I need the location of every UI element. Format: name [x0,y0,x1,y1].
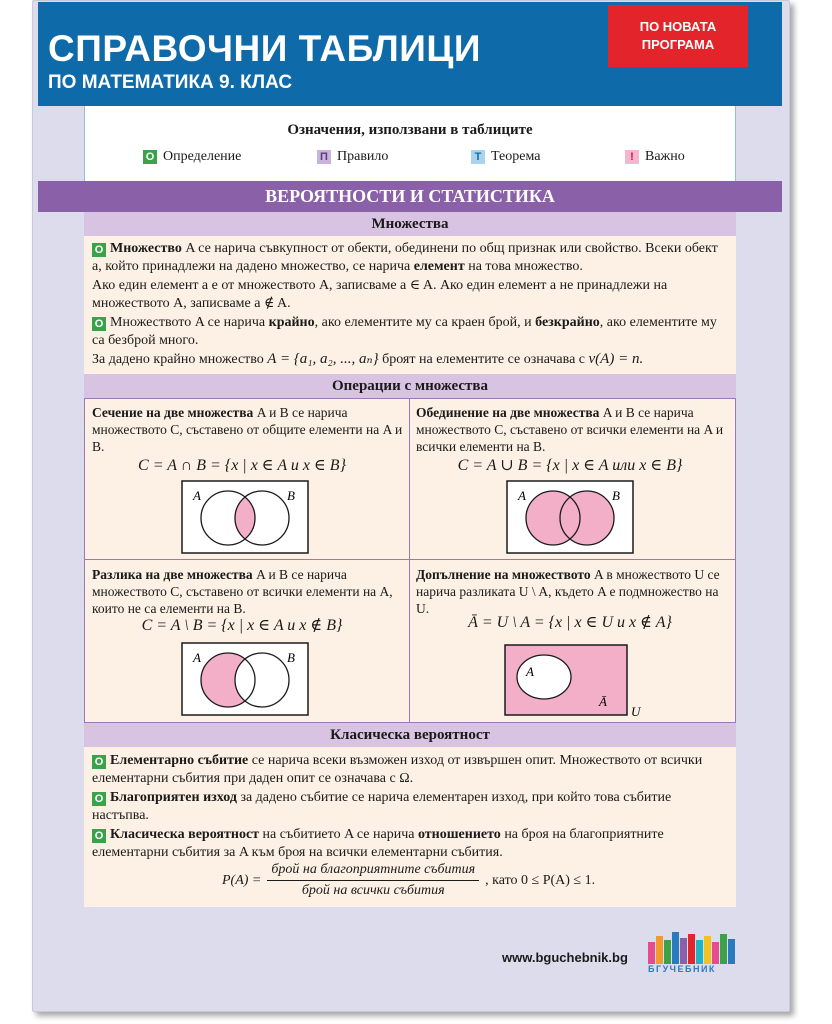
venn-label-u: U [631,704,641,719]
new-program-badge [608,5,748,67]
intersection-venn-diagram [181,480,309,554]
page-title: СПРАВОЧНИ ТАБЛИЦИ [48,28,481,69]
legend-label: Теорема [491,149,541,164]
legend-item-definition [143,149,241,165]
legend-label: Правило [337,149,389,164]
probability-formula [222,862,595,899]
term: елемент [413,259,465,274]
set-formula: A = {a₁, a₂, ..., aₙ} [267,351,379,367]
term: Допълнение на множеството [416,567,591,582]
union-formula: C = A ∪ B = {x | x ∈ A или x ∈ B} [457,457,683,474]
union-venn-diagram [506,480,634,554]
legend-label: Определение [163,149,242,164]
venn-label-a: A [526,664,534,679]
sets-heading: Множества [84,212,736,236]
definition-marker-icon: О [92,755,106,769]
definition-marker-icon: О [143,150,157,164]
formula-denominator: брой на всички събития [301,883,445,898]
grid-divider [84,559,736,560]
term: Благоприятен изход [110,790,237,805]
classical-probability-definition: О Класическа вероятност на събитието A се нарича отношението на броя на благоприятните елементарни събития за A към броя на всички елементарни събития. [92,827,664,860]
difference-venn-diagram [181,642,309,716]
probability-heading: Класическа вероятност [84,723,736,747]
cardinality-formula: ν(A) = n. [588,351,644,367]
venn-label-a: A [193,650,201,665]
difference-formula: C = A \ B = {x | x ∈ A и x ∉ B} [141,617,343,634]
formula-rhs: , като 0 ≤ P(A) ≤ 1. [485,872,596,888]
badge-line-2: ПРОГРАМА [641,37,715,52]
section-title: ВЕРОЯТНОСТИ И СТАТИСТИКА [38,181,782,212]
intersection-definition: Сечение на две множества A и B се нарича множеството C, съставено от общите елементи на A и B. [92,405,403,454]
formula-numerator: брой на благоприятните събития [267,862,479,881]
venn-label-complement: Ā [599,694,607,709]
set-definition: О Множество A се нарича съвкупност от обекти, обединени по общ признак или свойство. Всеки обект a, който принадлежи на дадено множество, се нарича елемент на това множество. [92,241,718,274]
legend-item-rule [317,149,388,165]
definition-marker-icon: О [92,792,106,806]
intersection-formula: C = A ∩ B = {x | x ∈ A и x ∈ B} [138,457,346,474]
definition-marker-icon: О [92,829,106,843]
rule-marker-icon: П [317,150,331,164]
definition-marker-icon: О [92,317,106,331]
legend-panel [84,106,736,182]
formula-fraction [267,862,479,899]
term: отношението [417,827,501,842]
venn-label-a: A [193,488,201,503]
legend-item-important [625,149,685,165]
term: Сечение на две множества [92,405,254,420]
term: Класическа вероятност [110,827,260,842]
difference-definition: Разлика на две множества A и B се нарича множеството C, съставено от всички елементи на A, които не са елементи на B. [92,567,393,616]
complement-definition: Допълнение на множеството A в множеството U се нарича разликата U \ A, където A е подмножество на U. [416,567,720,616]
favorable-outcome-definition: О Благоприятен изход за дадено събитие се нарича елементарен изход, при който това събитие настъпва. [92,790,672,823]
union-definition: Обединение на две множества A и B се нарича множеството C, съставено от всички елементи на A и всички елементи на B. [416,405,724,454]
term: безкрайно [535,315,600,330]
badge-line-1: ПО НОВАТА [639,19,717,34]
cardinality-paragraph: За дадено крайно множество A = {a₁, a₂, ..., aₙ} броят на елементите се означава с ν(A) = n. [92,351,644,367]
complement-formula: Ā = U \ A = {x | x ∈ U и x ∉ A} [468,614,672,631]
important-marker-icon: ! [625,150,639,164]
term: Обединение на две множества [416,405,600,420]
publisher-url[interactable]: www.bguchebnik.bg [502,950,628,965]
venn-label-b: B [287,650,295,665]
legend-item-theorem [471,149,540,165]
legend-label: Важно [645,149,685,164]
publisher-logo-text: БГУЧЕБНИК [648,964,716,974]
page-subtitle: ПО МАТЕМАТИКА 9. КЛАС [48,72,293,93]
complement-venn-diagram [504,644,644,720]
formula-lhs: P(A) = [222,872,262,888]
operations-heading: Операции с множества [84,374,736,398]
term: крайно [268,315,315,330]
grid-divider [409,398,410,723]
legend-title: Означения, използвани в таблиците [287,122,533,138]
venn-label-a: A [518,488,526,503]
venn-label-b: B [612,488,620,503]
finite-set-definition: О Множеството A се нарича крайно, ако елементите му са краен брой, и безкрайно, ако елементите му са безброй много. [92,315,717,348]
theorem-marker-icon: Т [471,150,485,164]
membership-paragraph: Ако един елемент a е от множеството A, записваме a ∈ A. Ако един елемент a не принадлежи на множеството A, записваме a ∉ A. [92,278,668,311]
venn-label-b: B [287,488,295,503]
term: Разлика на две множества [92,567,253,582]
term: Множество [110,241,182,256]
elementary-event-definition: О Елементарно събитие се нарича всеки възможен изход от извършен опит. Множеството от всички елементарни събития при даден опит се означава с Ω. [92,753,703,786]
term: Елементарно събитие [110,753,249,768]
definition-marker-icon: О [92,243,106,257]
publisher-logo-books-icon [646,930,742,966]
